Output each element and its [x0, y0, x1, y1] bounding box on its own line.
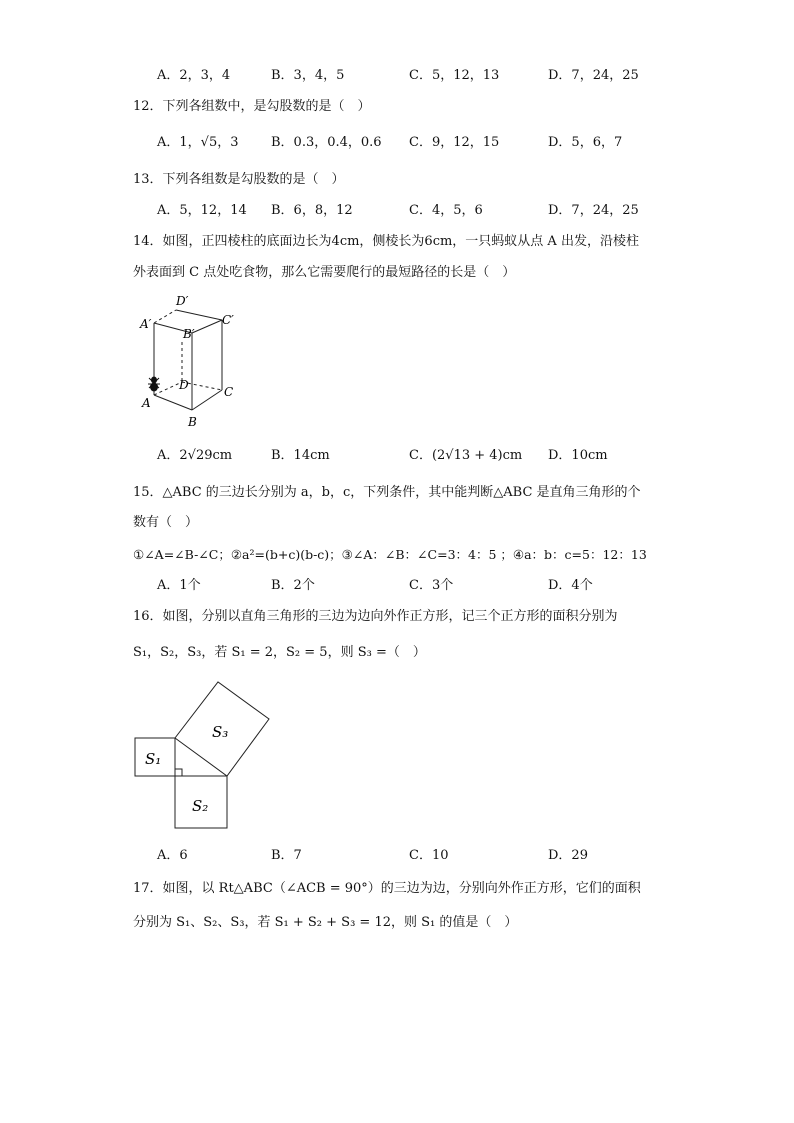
- q14-stem-line2: 外表面到 C 点处吃食物，那么它需要爬行的最短路径的长是（ ）: [133, 265, 516, 280]
- label-b1: B′: [183, 327, 195, 341]
- edge-a1-d1-hidden: [154, 310, 176, 323]
- label-a1: A′: [140, 317, 152, 331]
- q15-option-c: C．3个: [409, 578, 454, 593]
- label-a: A: [142, 396, 151, 410]
- label-s1: S₁: [145, 750, 162, 768]
- q14-stem-line1: 14．如图，正四棱柱的底面边长为4cm，侧棱长为6cm，一只蚂蚁从点 A 出发，沿棱柱: [133, 234, 639, 249]
- right-angle-mark: [175, 769, 182, 776]
- q13-stem: 13．下列各组数是勾股数的是（ ）: [133, 172, 345, 187]
- q15-option-b: B．2个: [271, 578, 315, 593]
- q14-option-d: D．10cm: [548, 448, 608, 463]
- q11-option-b: B．3，4，5: [271, 68, 345, 83]
- ant-icon: [148, 377, 160, 392]
- q16-option-a: A．6: [157, 848, 188, 863]
- label-c1: C′: [222, 313, 234, 327]
- q12-option-b: B．0.3，0.4，0.6: [271, 135, 382, 150]
- q16-option-d: D．29: [548, 848, 588, 863]
- q13-option-b: B．6，8，12: [271, 203, 353, 218]
- q16-option-c: C．10: [409, 848, 449, 863]
- q13-option-a: A．5，12，14: [157, 203, 247, 218]
- q15-stem-line1: 15．△ABC 的三边长分别为 a，b，c，下列条件，其中能判断△ABC 是直角三角形的个: [133, 485, 641, 500]
- q11-option-c: C．5，12，13: [409, 68, 500, 83]
- q16-stem-line2: S₁，S₂，S₃，若 S₁ = 2，S₂ = 5，则 S₃ =（ ）: [133, 645, 426, 660]
- q14-option-c: C．(2√13 + 4)cm: [409, 448, 523, 463]
- edge-d1-c1: [176, 310, 222, 320]
- edge-a-b: [154, 395, 192, 410]
- q15-option-a: A．1个: [157, 578, 201, 593]
- label-c: C: [224, 385, 234, 399]
- squares-figure: [130, 680, 275, 835]
- q12-option-d: D．5，6，7: [548, 135, 623, 150]
- q11-option-d: D．7，24，25: [548, 68, 639, 83]
- q12-stem: 12．下列各组数中，是勾股数的是（ ）: [133, 99, 371, 114]
- label-s2: S₂: [192, 797, 209, 815]
- q15-option-d: D．4个: [548, 578, 593, 593]
- q16-stem-line1: 16．如图，分别以直角三角形的三边为边向外作正方形，记三个正方形的面积分别为: [133, 609, 618, 624]
- q17-stem-line2: 分别为 S₁、S₂、S₃，若 S₁ + S₂ + S₃ = 12，则 S₁ 的值是（ ）: [133, 915, 518, 930]
- q14-option-a: A．2√29cm: [157, 448, 233, 463]
- q14-option-b: B．14cm: [271, 448, 330, 463]
- label-b: B: [188, 415, 197, 429]
- q12-option-a: A．1，√5，3: [157, 135, 239, 150]
- q16-option-b: B．7: [271, 848, 302, 863]
- edge-b-c: [192, 390, 222, 410]
- q13-option-c: C．4，5，6: [409, 203, 483, 218]
- label-s3: S₃: [212, 723, 229, 741]
- q15-stem-line2: 数有（ ）: [133, 515, 199, 530]
- q15-conditions: ①∠A=∠B-∠C；②a²=(b+c)(b-c)；③∠A：∠B：∠C=3：4：5 ；④a：b：c=5：12：13: [133, 547, 647, 562]
- prism-figure: [135, 290, 245, 435]
- q17-stem-line1: 17．如图，以 Rt△ABC（∠ACB = 90°）的三边为边，分别向外作正方形，它们的面积: [133, 881, 641, 896]
- q13-option-d: D．7，24，25: [548, 203, 639, 218]
- q12-option-c: C．9，12，15: [409, 135, 500, 150]
- label-d: D: [179, 378, 189, 392]
- label-d1: D′: [176, 294, 189, 308]
- edge-b1-c1: [192, 320, 222, 333]
- q11-option-a: A．2，3，4: [157, 68, 231, 83]
